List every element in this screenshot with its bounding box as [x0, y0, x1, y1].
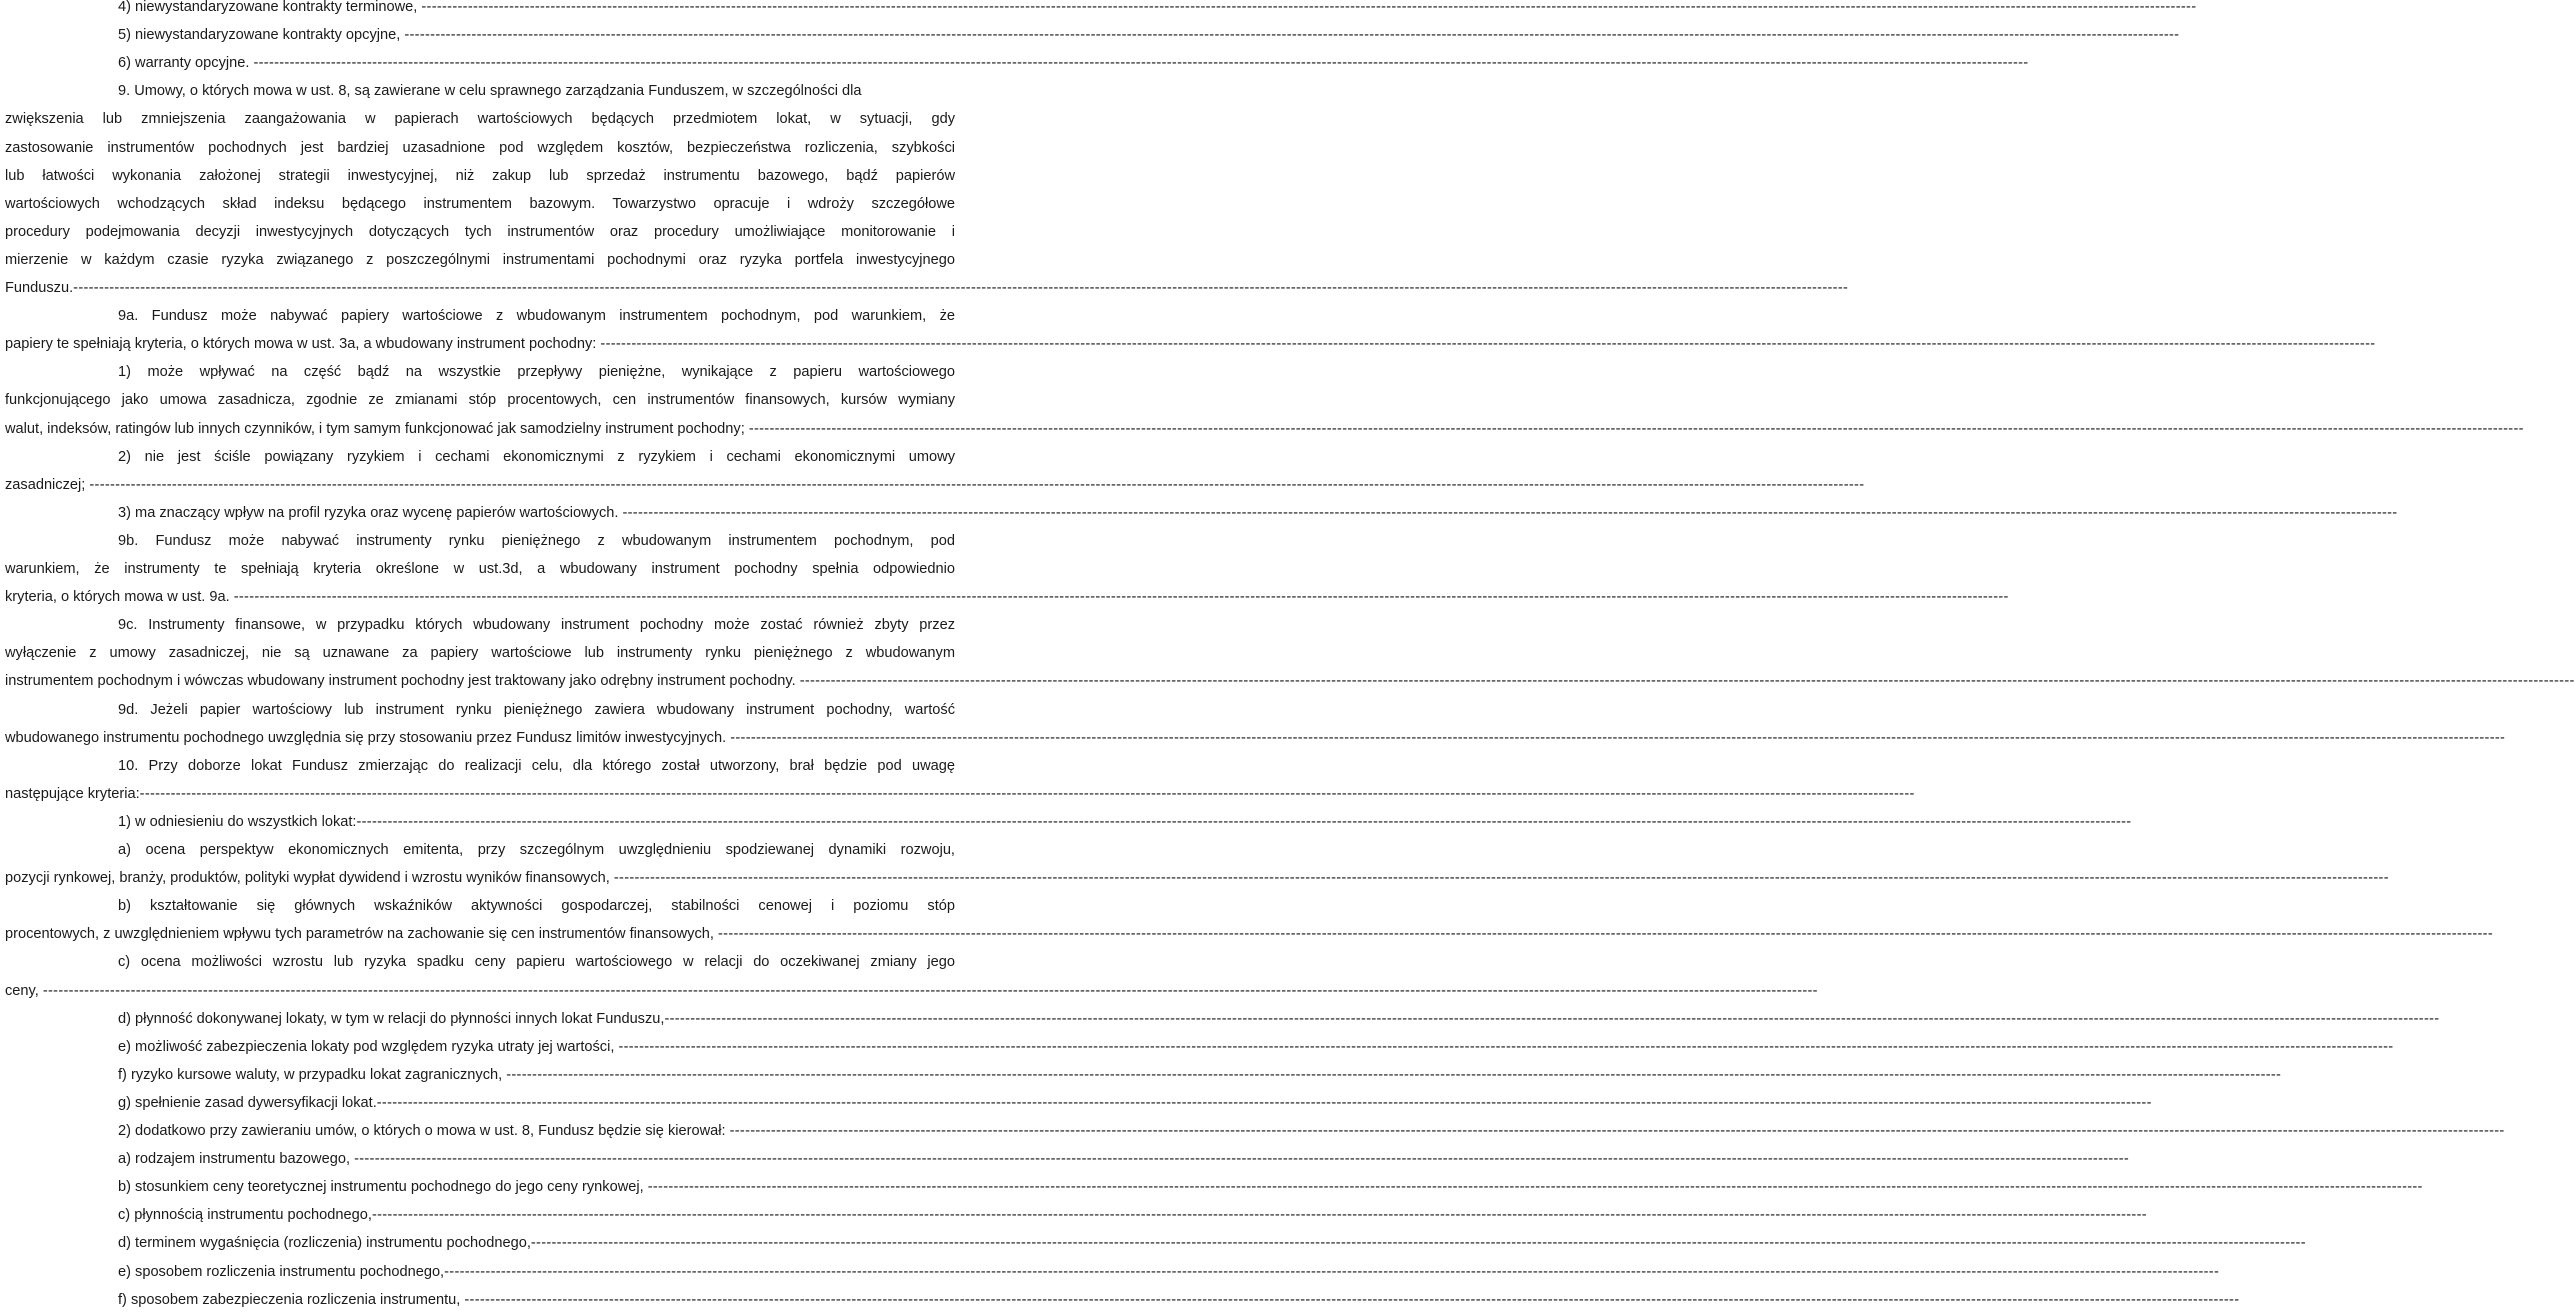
line-text: c) płynnością instrumentu pochodnego,	[118, 1207, 372, 1224]
text-line: procedury podejmowania decyzji inwestycyjnych dotyczących tych instrumentów oraz procedury umożliwiające monitorowanie i	[5, 223, 955, 240]
text-line	[5, 415, 2524, 443]
dash-leader: --------------------------------------------------------------------------------------------------------------------------------------------------------------------------------------------------------------------------------------------------------------------------------------------------------------------------------------------------------	[647, 1179, 2423, 1196]
text-line	[5, 864, 2389, 892]
text-line	[5, 274, 1849, 302]
text-line: b) kształtowanie się głównych wskaźników aktywności gospodarczej, stabilności cenowej i poziomu stóp	[118, 898, 955, 915]
text-line	[5, 780, 1915, 808]
text-line: 9d. Jeżeli papier wartościowy lub instrument rynku pieniężnego zawiera wbudowany instrument pochodny, wartość	[118, 701, 955, 718]
line-text: procentowych, z uwzględnieniem wpływu tych parametrów na zachowanie się cen instrumentów finansowych,	[5, 926, 719, 943]
text-line: 9c. Instrumenty finansowe, w przypadku których wbudowany instrument pochodny może zostać również zbyty przez	[118, 617, 955, 634]
dash-leader: --------------------------------------------------------------------------------------------------------------------------------------------------------------------------------------------------------------------------------------------------------------------------------------------------------------------------------------------------------	[730, 729, 2506, 746]
text-line: 9a. Fundusz może nabywać papiery wartościowe z wbudowanym instrumentem pochodnym, pod warunkiem, że	[118, 308, 955, 325]
text-line	[5, 330, 2376, 358]
text-line	[5, 920, 2493, 948]
text-line: 9b. Fundusz może nabywać instrumenty rynku pieniężnego z wbudowanym instrumentem pochodnym, pod	[118, 532, 955, 549]
text-line: a) ocena perspektyw ekonomicznych emitenta, przy szczególnym uwzględnieniu spodziewanej dynamiki rozwoju,	[118, 842, 955, 858]
text-line: 1) może wpływać na część bądź na wszystkie przepływy pieniężne, wynikające z papieru wartościowego	[118, 364, 955, 381]
text-line: zwiększenia lub zmniejszenia zaangażowania w papierach wartościowych będących przedmiotem lokat, w sytuacji, gdy	[5, 111, 955, 128]
line-text: b) stosunkiem ceny teoretycznej instrumentu pochodnego do jego ceny rynkowej,	[118, 1179, 648, 1196]
dash-leader: --------------------------------------------------------------------------------------------------------------------------------------------------------------------------------------------------------------------------------------------------------------------------------------------------------------------------------------------------------	[444, 1263, 2220, 1280]
line-text: d) terminem wygaśnięcia (rozliczenia) instrumentu pochodnego,	[118, 1235, 531, 1252]
text-line	[118, 0, 2197, 21]
text-line	[5, 724, 2506, 752]
text-line: zastosowanie instrumentów pochodnych jest bardziej uzasadnione pod względem kosztów, bezpieczeństwa rozliczenia, szybkości	[5, 139, 955, 156]
dash-leader: --------------------------------------------------------------------------------------------------------------------------------------------------------------------------------------------------------------------------------------------------------------------------------------------------------------------------------------------------------	[376, 1094, 2152, 1111]
dash-leader: --------------------------------------------------------------------------------------------------------------------------------------------------------------------------------------------------------------------------------------------------------------------------------------------------------------------------------------------------------	[664, 1010, 2440, 1027]
text-line	[5, 583, 2009, 611]
line-text: wbudowanego instrumentu pochodnego uwzględnia się przy stosowaniu przez Fundusz limitów inwestycyjnych.	[5, 729, 731, 746]
line-text: Funduszu.	[5, 280, 74, 296]
line-text: ceny,	[5, 982, 43, 999]
line-text: d) płynność dokonywanej lokaty, w tym w relacji do płynności innych lokat Funduszu,	[118, 1010, 665, 1027]
text-line	[118, 1089, 2152, 1117]
dash-leader: --------------------------------------------------------------------------------------------------------------------------------------------------------------------------------------------------------------------------------------------------------------------------------------------------------------------------------------------------------	[404, 27, 2180, 44]
line-text: papiery te spełniają kryteria, o których mowa w ust. 3a, a wbudowany instrument pochodny:	[5, 336, 601, 353]
text-line	[118, 21, 2180, 49]
text-line	[118, 1033, 2394, 1061]
dash-leader: --------------------------------------------------------------------------------------------------------------------------------------------------------------------------------------------------------------------------------------------------------------------------------------------------------------------------------------------------------	[530, 1235, 2306, 1252]
line-text: g) spełnienie zasad dywersyfikacji lokat.	[118, 1094, 377, 1111]
dash-leader: --------------------------------------------------------------------------------------------------------------------------------------------------------------------------------------------------------------------------------------------------------------------------------------------------------------------------------------------------------	[371, 1207, 2147, 1224]
dash-leader: --------------------------------------------------------------------------------------------------------------------------------------------------------------------------------------------------------------------------------------------------------------------------------------------------------------------------------------------------------	[613, 870, 2389, 887]
line-text: 2) dodatkowo przy zawieraniu umów, o których o mowa w ust. 8, Fundusz będzie się kierował:	[118, 1123, 730, 1139]
text-line	[118, 1173, 2423, 1201]
dash-leader: --------------------------------------------------------------------------------------------------------------------------------------------------------------------------------------------------------------------------------------------------------------------------------------------------------------------------------------------------------	[42, 982, 1818, 999]
line-text: pozycji rynkowej, branży, produktów, polityki wypłat dywidend i wzrostu wyników finansowych,	[5, 870, 614, 887]
dash-leader: --------------------------------------------------------------------------------------------------------------------------------------------------------------------------------------------------------------------------------------------------------------------------------------------------------------------------------------------------------	[748, 420, 2524, 437]
text-line: funkcjonującego jako umowa zasadnicza, zgodnie ze zmianami stóp procentowych, cen instrumentów finansowych, kursów wymiany	[5, 392, 955, 409]
dash-leader: --------------------------------------------------------------------------------------------------------------------------------------------------------------------------------------------------------------------------------------------------------------------------------------------------------------------------------------------------------	[718, 926, 2493, 943]
dash-leader: --------------------------------------------------------------------------------------------------------------------------------------------------------------------------------------------------------------------------------------------------------------------------------------------------------------------------------------------------------	[618, 1038, 2394, 1055]
line-text: zasadniczej;	[5, 476, 90, 493]
text-line: 2) nie jest ściśle powiązany ryzykiem i cechami ekonomicznymi z ryzykiem i cechami ekonomicznymi umowy	[118, 448, 955, 465]
dash-leader: --------------------------------------------------------------------------------------------------------------------------------------------------------------------------------------------------------------------------------------------------------------------------------------------------------------------------------------------------------	[600, 336, 2376, 353]
line-text: a) rodzajem instrumentu bazowego,	[118, 1151, 355, 1168]
dash-leader: --------------------------------------------------------------------------------------------------------------------------------------------------------------------------------------------------------------------------------------------------------------------------------------------------------------------------------------------------------	[354, 1151, 2130, 1168]
dash-leader: --------------------------------------------------------------------------------------------------------------------------------------------------------------------------------------------------------------------------------------------------------------------------------------------------------------------------------------------------------	[73, 280, 1849, 296]
text-line	[118, 1117, 2505, 1145]
text-line	[5, 667, 2575, 695]
line-text: 6) warranty opcyjne.	[118, 55, 254, 72]
text-line	[118, 1061, 2282, 1089]
dash-leader: --------------------------------------------------------------------------------------------------------------------------------------------------------------------------------------------------------------------------------------------------------------------------------------------------------------------------------------------------------	[506, 1066, 2282, 1083]
text-line	[5, 471, 1865, 499]
text-line: wartościowych wchodzących skład indeksu będącego instrumentem bazowym. Towarzystwo opracuje i wdroży szczegółowe	[5, 195, 955, 212]
text-line: 10. Przy doborze lokat Fundusz zmierzając do realizacji celu, dla którego został utworzony, brał będzie pod uwagę	[118, 757, 955, 774]
line-text: f) ryzyko kursowe waluty, w przypadku lokat zagranicznych,	[118, 1066, 507, 1083]
dash-leader: --------------------------------------------------------------------------------------------------------------------------------------------------------------------------------------------------------------------------------------------------------------------------------------------------------------------------------------------------------	[356, 813, 2132, 830]
dash-leader: --------------------------------------------------------------------------------------------------------------------------------------------------------------------------------------------------------------------------------------------------------------------------------------------------------------------------------------------------------	[464, 1291, 2240, 1308]
dash-leader: --------------------------------------------------------------------------------------------------------------------------------------------------------------------------------------------------------------------------------------------------------------------------------------------------------------------------------------------------------	[622, 504, 2398, 521]
line-text: następujące kryteria:	[5, 785, 140, 802]
text-line: mierzenie w każdym czasie ryzyka związanego z poszczególnymi instrumentami pochodnymi oraz ryzyka portfela inwestycyjnego	[5, 251, 955, 268]
line-text: 1) w odniesieniu do wszystkich lokat:	[118, 813, 357, 830]
line-text: 4) niewystandaryzowane kontrakty terminowe,	[118, 0, 422, 15]
text-line: lub łatwości wykonania założonej strategii inwestycyjnej, niż zakup lub sprzedaż instrumentu bazowego, bądź papierów	[5, 167, 955, 184]
text-line	[118, 499, 2398, 527]
line-text: e) sposobem rozliczenia instrumentu pochodnego,	[118, 1263, 445, 1280]
dash-leader: --------------------------------------------------------------------------------------------------------------------------------------------------------------------------------------------------------------------------------------------------------------------------------------------------------------------------------------------------------	[421, 0, 2197, 15]
dash-leader: --------------------------------------------------------------------------------------------------------------------------------------------------------------------------------------------------------------------------------------------------------------------------------------------------------------------------------------------------------	[233, 589, 2009, 606]
dash-leader: --------------------------------------------------------------------------------------------------------------------------------------------------------------------------------------------------------------------------------------------------------------------------------------------------------------------------------------------------------	[729, 1123, 2505, 1139]
line-text: 5) niewystandaryzowane kontrakty opcyjne,	[118, 27, 405, 44]
line-text: kryteria, o których mowa w ust. 9a.	[5, 589, 234, 606]
line-text: 3) ma znaczący wpływ na profil ryzyka oraz wycenę papierów wartościowych.	[118, 504, 623, 521]
text-line	[118, 1005, 2440, 1033]
dash-leader: --------------------------------------------------------------------------------------------------------------------------------------------------------------------------------------------------------------------------------------------------------------------------------------------------------------------------------------------------------	[139, 785, 1915, 802]
dash-leader: --------------------------------------------------------------------------------------------------------------------------------------------------------------------------------------------------------------------------------------------------------------------------------------------------------------------------------------------------------	[89, 476, 1865, 493]
line-text: walut, indeksów, ratingów lub innych czynników, i tym samym funkcjonować jak samodzielny instrument pochodny;	[5, 420, 749, 437]
line-text: instrumentem pochodnym i wówczas wbudowany instrument pochodny jest traktowany jako odrębny instrument pochodny.	[5, 673, 800, 690]
text-line	[118, 808, 2132, 836]
text-line: 9. Umowy, o których mowa w ust. 8, są zawierane w celu sprawnego zarządzania Funduszem, w szczególności dla	[118, 83, 862, 100]
text-line	[118, 1286, 2240, 1314]
text-line	[5, 977, 1818, 1005]
text-line	[118, 1201, 2147, 1229]
text-line	[118, 49, 2029, 77]
text-line: warunkiem, że instrumenty te spełniają kryteria określone w ust.3d, a wbudowany instrument pochodny spełnia odpowiednio	[5, 561, 955, 577]
dash-leader: --------------------------------------------------------------------------------------------------------------------------------------------------------------------------------------------------------------------------------------------------------------------------------------------------------------------------------------------------------	[799, 673, 2575, 690]
dash-leader: --------------------------------------------------------------------------------------------------------------------------------------------------------------------------------------------------------------------------------------------------------------------------------------------------------------------------------------------------------	[253, 55, 2029, 72]
text-line: wyłączenie z umowy zasadniczej, nie są uznawane za papiery wartościowe lub instrumenty rynku pieniężnego z wbudowanym	[5, 645, 955, 662]
line-text: e) możliwość zabezpieczenia lokaty pod względem ryzyka utraty jej wartości,	[118, 1038, 619, 1055]
text-line: c) ocena możliwości wzrostu lub ryzyka spadku ceny papieru wartościowego w relacji do oczekiwanej zmiany jego	[118, 954, 955, 971]
text-line	[118, 1229, 2306, 1257]
text-line	[118, 1145, 2130, 1173]
line-text: f) sposobem zabezpieczenia rozliczenia instrumentu,	[118, 1291, 465, 1308]
text-line	[118, 1258, 2220, 1286]
